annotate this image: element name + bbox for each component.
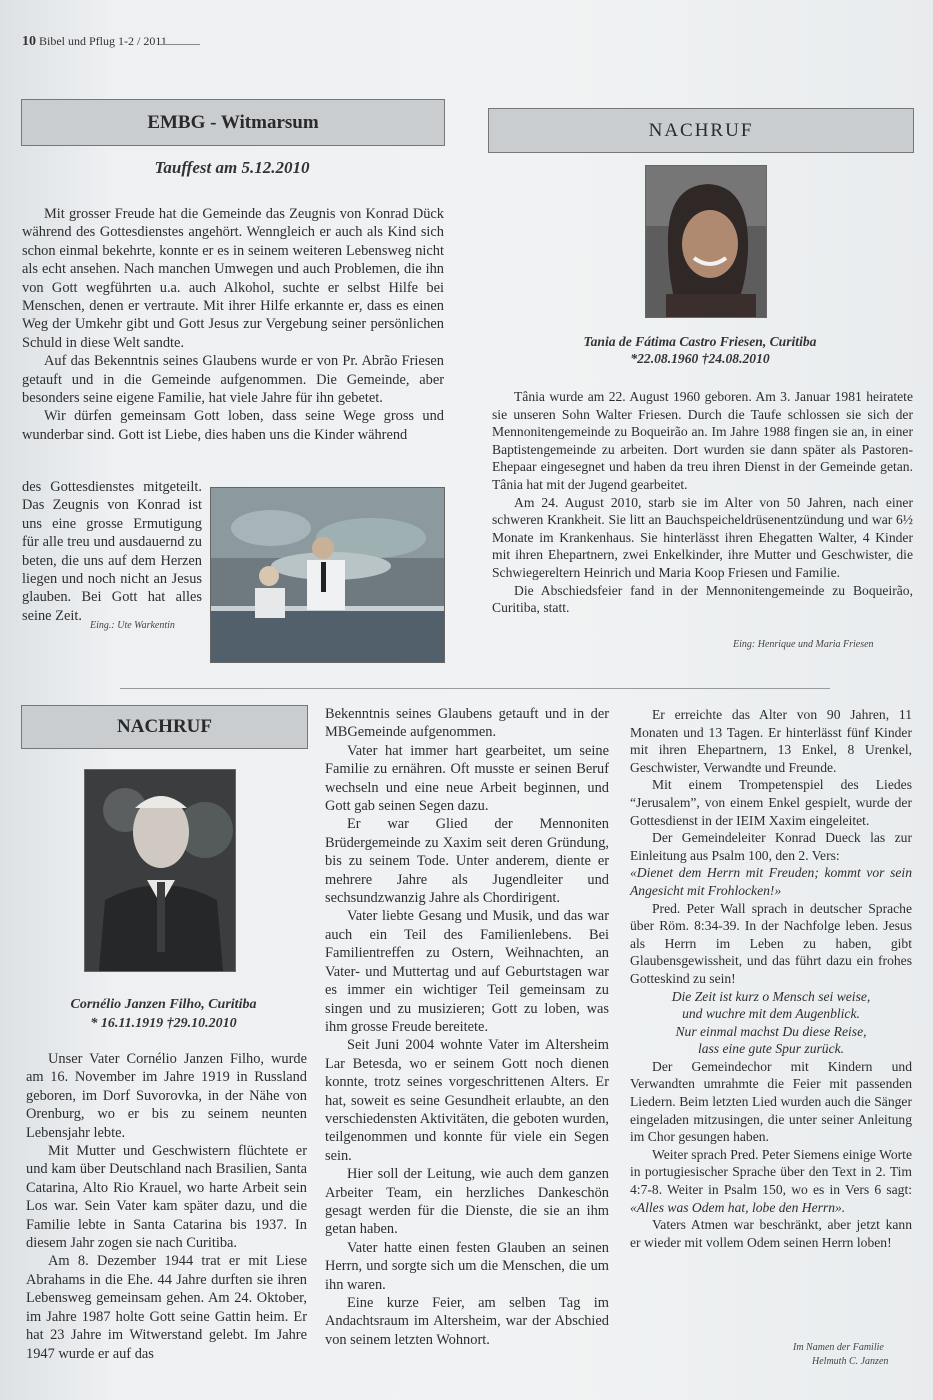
embg-wrap-text bbox=[22, 478, 202, 625]
embg-wrap-paragraph: des Gottesdienstes mitgeteilt. Das Zeugnis von Konrad ist uns eine grosse Ermutigung für alle treu und ausdauernd zu beten, die uns auf dem Herzen liegen und noch nicht an Jesus glauben. Bei Gott hat alles seine Zeit. bbox=[22, 479, 202, 624]
nachruf2-paragraph: Mit einem Trompetenspiel des Liedes “Jerusalem”, von einem Enkel gespielt, wurde der Gottesdienst in der IEIM Xaxim eingeleitet. bbox=[630, 777, 912, 828]
nachruf1-paragraph: Die Abschiedsfeier fand in der Mennonitengemeinde zu Boqueirão, Curitiba, statt. bbox=[492, 582, 913, 616]
nachruf2-dates: * 16.11.1919 †29.10.2010 bbox=[90, 1016, 237, 1031]
nachruf2-paragraph: Unser Vater Cornélio Janzen Filho, wurde am 16. November im Jahre 1919 in Russland geboren, im Dorf Suvorovka, in der Nähe von Orenburg, wo er bis zu seinem neunten Lebensjahr lebte. bbox=[26, 1051, 307, 1141]
embg-paragraph: Wir dürfen gemeinsam Gott loben, dass seine Wege gross und wunderbar sind. Gott ist Liebe, dies haben uns die Kinder während bbox=[22, 408, 444, 443]
poem-line: Nur einmal machst Du diese Reise, bbox=[675, 1023, 867, 1039]
nachruf1-article bbox=[492, 388, 913, 617]
nachruf2-paragraph: Er erreichte das Alter von 90 Jahren, 11 Monaten und 13 Tagen. Er hinterlässt fünf Kinder mit ihren Ehepartnern, 13 Enkel, 8 Urenkel, Geschwister, Verwandte und Freunde. bbox=[630, 707, 912, 775]
page-number: 10 bbox=[22, 34, 36, 49]
embg-subtitle: Tauffest am 5.12.2010 bbox=[154, 158, 310, 177]
nachruf1-title-box bbox=[488, 108, 914, 153]
nachruf1-title: NACHRUF bbox=[648, 120, 754, 141]
nachruf2-paragraph: Seit Juni 2004 wohnte Vater im Altersheim Lar Betesda, wo er seinem Gott noch dienen konnte, trotz seines vorgeschrittenen Alters. Er hat, soweit es seine Gesundheit erlaubte, an den verschiedensten Aktivitäten, die geboten wurden, teilgenommen und konnte für viele ein Segen sein. bbox=[325, 1037, 609, 1164]
nachruf2-paragraph: Vater liebte Gesang und Musik, und das war auch ein Teil des Familienlebens. Bei Familientreffen zu Ostern, Weihnachten, an Vater- und Muttertag und auf Geburtstagen war es immer ein wichtiger Teil gemeinsam zu singen und zu musizieren; Gott zu loben, was ihm grosse Freude bereitete. bbox=[325, 908, 609, 1035]
nachruf2-paragraph: Am 8. Dezember 1944 trat er mit Liese Abrahams in die Ehe. 44 Jahre durften sie ihren Lebensweg gemeinsam gehen. Am 24. Oktober, im Jahre 1987 holte Gott seine Gattin heim. Er hat 23 Jahre im Witwerstand gelebt. Im Jahre 1947 wurde er auf das bbox=[26, 1253, 307, 1362]
cornelio-portrait-image bbox=[85, 770, 235, 971]
section-divider bbox=[120, 688, 830, 689]
nachruf2-paragraph: Bekenntnis seines Glaubens getauft und in der MBGemeinde aufgenommen. bbox=[325, 706, 609, 741]
nachruf2-credit-line1: Im Namen der Familie bbox=[793, 1342, 884, 1353]
nachruf2-name: Cornélio Janzen Filho, Curitiba bbox=[70, 997, 257, 1012]
poem-line: Die Zeit ist kurz o Mensch sei weise, bbox=[671, 988, 871, 1004]
nachruf2-column-3 bbox=[630, 706, 912, 1251]
tania-portrait-photo bbox=[645, 165, 767, 318]
nachruf2-paragraph: Vaters Atmen war beschränkt, aber jetzt kann er wieder mit vollem Odem seinen Herrn loben! bbox=[630, 1217, 912, 1250]
embg-title: EMBG - Witmarsum bbox=[147, 112, 319, 133]
nachruf2-title: NACHRUF bbox=[117, 716, 212, 737]
poem-line: und wuchre mit dem Augenblick. bbox=[682, 1006, 860, 1022]
nachruf2-title-box bbox=[21, 705, 308, 749]
nachruf2-paragraph: Eine kurze Feier, am selben Tag im Andachtsraum im Altersheim, war der Abschied von seinem letzten Wohnort. bbox=[325, 1295, 609, 1348]
nachruf2-paragraph bbox=[630, 1146, 912, 1216]
nachruf1-name: Tania de Fátima Castro Friesen, Curitiba bbox=[583, 334, 817, 349]
embg-credit: Eing.: Ute Warkentin bbox=[90, 620, 175, 631]
baptism-photo-image bbox=[211, 488, 444, 662]
cornelio-portrait-photo bbox=[84, 769, 236, 972]
nachruf2-paragraph: Pred. Peter Wall sprach in deutscher Sprache über Röm. 8:34-39. In der Nachfolge leben. Jesus als Herrn im Leben zu haben, gibt Glaubensgewissheit, und das führt dazu ein frohes Gotteskind zu sein! bbox=[630, 900, 912, 986]
embg-paragraph: Auf das Bekenntnis seines Glaubens wurde er von Pr. Abrão Friesen getauft und in die Gemeinde aufgenommen. Die Gemeinde, aber besonders seine eigene Familie, hat viele Jahre für ihn gebetet. bbox=[22, 353, 444, 407]
psalm-quote: «Dienet dem Herrn mit Freuden; kommt vor sein Angesicht mit Frohlocken!» bbox=[630, 865, 912, 898]
nachruf2-paragraph: Er war Glied der Mennoniten Brüdergemeinde zu Xaxim seit deren Gründung, bis zu seinem Tode. Unter anderem, diente er mehrere Jahre als Jugendleiter und sechsundzwanzig Jahre als Chordirigent. bbox=[325, 816, 609, 907]
nachruf2-paragraph: Vater hatte einen festen Glauben an seinen Herrn, und sorgte sich um die Menschen, die um ihn waren. bbox=[325, 1239, 609, 1293]
publication-name: Bibel und Pflug 1-2 / 2011 bbox=[39, 34, 167, 48]
page-header bbox=[22, 34, 167, 50]
psalm150-quote: «Alles was Odem hat, lobe den Herrn». bbox=[630, 1199, 846, 1215]
nachruf2-paragraph: Mit Mutter und Geschwistern flüchtete er und kam über Deutschland nach Brasilien, Santa Catarina, Alto Rio Krauel, wo harte Arbeit sein Los war. Sein Vater kam später dazu, und die Familie lebte in Santa Catarina bis 1937. In diesem Jahr zogen sie nach Curitiba. bbox=[26, 1143, 307, 1252]
nachruf1-paragraph: Tânia wurde am 22. August 1960 geboren. Am 3. Januar 1981 heiratete sie unseren Sohn Walter Friesen. Durch die Taufe schlossen sie sich der Mennonitengemeinde zu Boqueirão an. Im Jahre 1988 fingen sie an, in einer Baptistengemeinde zu arbeiten. Dort wurden sie dann später als Pastoren-Ehepaar eingesegnet und haben da treu ihren Dienst in der Gemeinde getan. Tânia hat mit der Jugend gearbeitet. bbox=[492, 389, 913, 492]
nachruf2-paragraph: Der Gemeindeleiter Konrad Dueck las zur Einleitung aus Psalm 100, den 2. Vers: bbox=[630, 830, 912, 863]
nachruf2-column-1 bbox=[26, 1050, 307, 1363]
embg-article bbox=[22, 205, 444, 444]
tania-portrait-image bbox=[646, 166, 766, 317]
nachruf1-dates: *22.08.1960 †24.08.2010 bbox=[630, 351, 770, 366]
baptism-photo bbox=[210, 487, 445, 663]
nachruf1-credit: Eing: Henrique und Maria Friesen bbox=[733, 639, 874, 650]
poem-line: lass eine gute Spur zurück. bbox=[697, 1041, 845, 1057]
nachruf1-paragraph: Am 24. August 2010, starb sie im Alter von 50 Jahren, nach einer schweren Krankheit. Sie litt an Bauchspeicheldrüsenentzündung und war 6½ Monate im Krankenhaus. Sie hinterlässt ihren Ehegatten Walter, 4 Kinder mit ihren Ehepartnern, zwei Enkelkinder, ihre Mutter und Geschwister, die Schwiegereltern Heinrich und Maria Koop Friesen und Familie. bbox=[492, 494, 913, 580]
header-rule bbox=[160, 44, 200, 45]
nachruf2-paragraph-text: Weiter sprach Pred. Peter Siemens einige Worte in portugiesischer Sprache über den Text in 2. Tim 4:7-8. Weiter in Psalm 150, wo es in Vers 6 sagt: bbox=[630, 1146, 912, 1198]
embg-paragraph: Mit grosser Freude hat die Gemeinde das Zeugnis von Konrad Dück während des Gottesdienstes angehört. Wenngleich er auch als Kind sich schon einmal bekehrte, konnte er es in seinem weiteren Lebensweg nicht als echt ansehen. Nach manchen Umwegen und auch Problemen, die ihn von Gott wegführten u.a. auch Alkohol, suchte er selbst Hilfe bei Menschen, denen er vertraute. Mit ihrer Hilfe erkannte er, dass es einen Weg der Umkehr gibt und Gott Jesus zur Vergebung seiner persönlichen Schuld in diese Welt sandte. bbox=[22, 206, 444, 351]
nachruf2-paragraph: Der Gemeindechor mit Kindern und Verwandten umrahmte die Feier mit passenden Liedern. Beim letzten Lied wurden auch die Sänger eingeladen mitzusingen, die unter seiner Anleitung im Chor gesungen haben. bbox=[630, 1058, 912, 1145]
nachruf2-paragraph: Vater hat immer hart gearbeitet, um seine Familie zu ernähren. Oft musste er seinen Beruf wechseln und eine neue Arbeit beginnen, und Gott gab seinen Segen dazu. bbox=[325, 742, 609, 815]
embg-title-box bbox=[21, 99, 445, 146]
nachruf2-paragraph: Hier soll der Leitung, wie auch dem ganzen Arbeiter Team, ein herzliches Dankeschön gesagt werden für die Dienste, die sie an ihm getan haben. bbox=[325, 1166, 609, 1238]
nachruf2-column-2 bbox=[325, 705, 609, 1349]
nachruf2-credit-line2: Helmuth C. Janzen bbox=[812, 1356, 889, 1367]
